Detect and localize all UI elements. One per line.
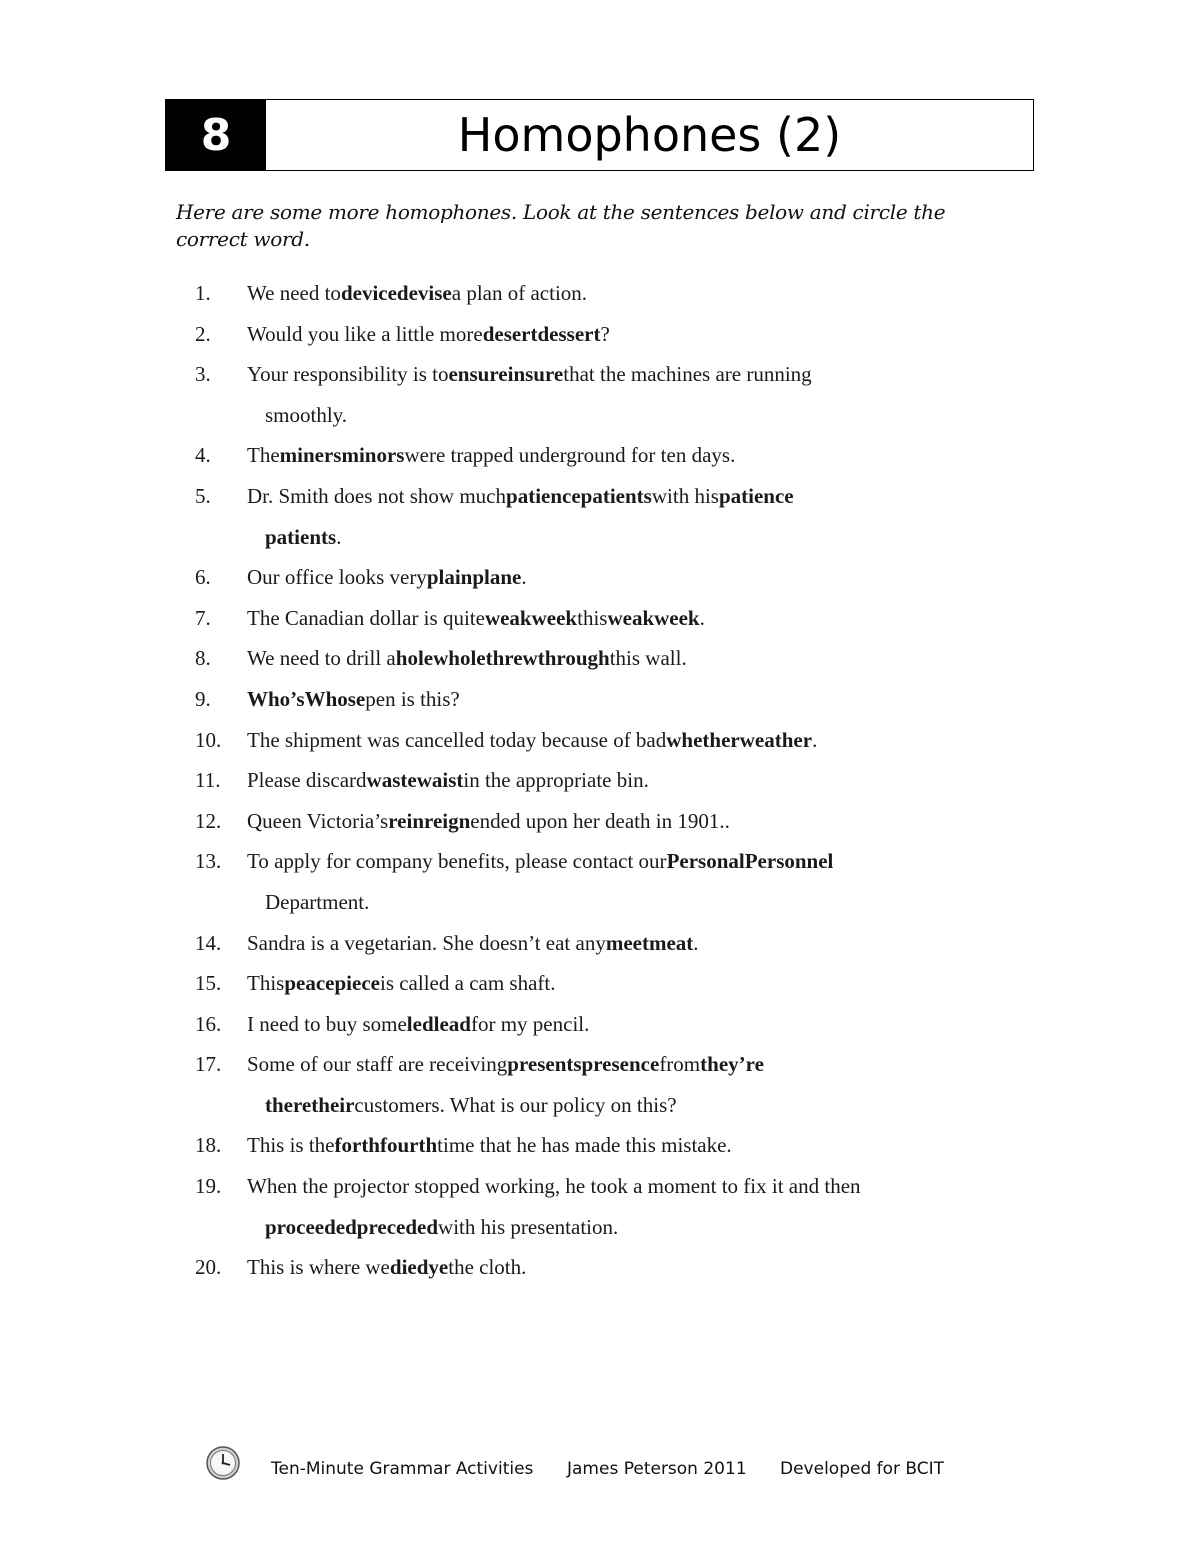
word-choice[interactable]: patience <box>506 483 581 508</box>
question-text <box>247 563 527 591</box>
instructions: Here are some more homophones. Look at the sentences below and circle the correct word. <box>176 200 946 251</box>
question-item <box>195 1010 995 1051</box>
footer-series: Ten-Minute Grammar Activities <box>271 1459 534 1479</box>
word-choice[interactable]: whether <box>666 727 740 752</box>
question-text <box>247 320 610 348</box>
question-continuation <box>195 523 995 564</box>
question-number: 14. <box>195 930 222 955</box>
word-choice[interactable]: patients <box>265 524 337 549</box>
question-number: 10. <box>195 727 222 752</box>
question-continuation <box>195 888 995 929</box>
sentence-text: ended upon her death in 1901.. <box>470 808 730 833</box>
word-choice[interactable]: led <box>406 1011 434 1036</box>
question-text <box>247 360 812 388</box>
question-text <box>247 1253 526 1281</box>
question-continuation <box>195 1091 995 1132</box>
clock-icon <box>205 1445 241 1481</box>
word-choice[interactable]: meet <box>605 930 649 955</box>
word-choice[interactable]: waste <box>366 768 417 793</box>
question-number: 17. <box>195 1052 222 1077</box>
sentence-text: . <box>699 605 705 630</box>
question-text <box>247 969 556 997</box>
question-number: 1. <box>195 281 211 305</box>
question-item <box>195 563 995 604</box>
question-text <box>247 644 687 672</box>
sentence-text: To apply for company benefits, please contact our <box>247 849 667 874</box>
sentence-text: . <box>521 565 527 590</box>
question-text <box>265 1091 677 1119</box>
sentence-text: a plan of action. <box>451 281 588 305</box>
sentence-text: pen is this? <box>365 686 460 711</box>
question-number: 4. <box>195 443 211 468</box>
word-choice[interactable]: week <box>654 605 700 630</box>
question-item <box>195 279 995 320</box>
sentence-text: this wall. <box>609 646 687 671</box>
question-item <box>195 726 995 767</box>
word-choice[interactable]: rein <box>388 808 425 833</box>
word-choice[interactable]: Personnel <box>744 849 834 874</box>
question-item <box>195 360 995 401</box>
question-text <box>247 604 705 632</box>
word-choice[interactable]: meat <box>648 930 694 955</box>
word-choice[interactable]: presence <box>581 1052 660 1077</box>
question-number: 9. <box>195 686 211 711</box>
word-choice[interactable]: whole <box>433 646 486 671</box>
word-choice[interactable]: weather <box>739 727 813 752</box>
question-text <box>247 766 649 794</box>
word-choice[interactable]: patients <box>580 483 652 508</box>
question-number: 12. <box>195 808 222 833</box>
question-item <box>195 320 995 361</box>
question-number: 16. <box>195 1011 222 1036</box>
question-list <box>195 279 995 1294</box>
word-choice[interactable]: proceeded <box>265 1214 357 1239</box>
sentence-text: Your responsibility is to <box>247 362 449 387</box>
footer-author: James Peterson 2011 <box>567 1459 747 1479</box>
question-item <box>195 685 995 726</box>
question-text <box>247 482 794 510</box>
exercise-number: 8 <box>166 100 266 170</box>
sentence-text: When the projector stopped working, he took a moment to fix it and then <box>247 1174 861 1199</box>
question-text <box>247 1172 861 1200</box>
word-choice[interactable]: weak <box>607 605 655 630</box>
sentence-text: The Canadian dollar is quite <box>247 605 485 630</box>
sentence-text: I need to buy some <box>247 1011 407 1036</box>
question-number: 11. <box>195 768 221 793</box>
sentence-text: This is the <box>247 1133 335 1158</box>
sentence-text: Our office looks very <box>247 565 427 590</box>
sentence-text: Dr. Smith does not show much <box>247 483 507 508</box>
word-choice[interactable]: ensure <box>448 362 508 387</box>
word-choice[interactable]: peace <box>284 971 335 996</box>
question-item <box>195 1172 995 1213</box>
question-item <box>195 1050 995 1091</box>
word-choice[interactable]: threw <box>485 646 538 671</box>
word-choice[interactable]: Who’s <box>247 686 305 711</box>
sentence-text: . <box>812 727 818 752</box>
question-number: 3. <box>195 362 211 387</box>
word-choice[interactable]: they’re <box>700 1052 764 1077</box>
word-choice[interactable]: plain <box>426 565 473 590</box>
sentence-text: We need to drill a <box>247 646 396 671</box>
question-item <box>195 807 995 848</box>
question-number: 6. <box>195 565 211 590</box>
word-choice[interactable]: hole <box>395 646 434 671</box>
word-choice[interactable]: device <box>340 281 397 305</box>
footer-credit: Developed for BCIT <box>780 1459 945 1479</box>
question-text <box>247 1131 732 1159</box>
word-choice[interactable]: presents <box>507 1052 582 1077</box>
word-choice[interactable]: week <box>531 605 578 630</box>
question-text <box>265 401 347 429</box>
sentence-text: with his presentation. <box>438 1214 619 1239</box>
sentence-text: smoothly. <box>265 402 348 427</box>
footer <box>205 1445 965 1485</box>
word-choice[interactable]: desert <box>482 321 538 346</box>
question-item <box>195 644 995 685</box>
sentence-text: . <box>693 930 699 955</box>
question-item <box>195 766 995 807</box>
word-choice[interactable]: Personal <box>666 849 745 874</box>
sentence-text: ? <box>600 321 610 346</box>
word-choice[interactable]: insure <box>507 362 564 387</box>
question-text <box>265 888 369 916</box>
word-choice[interactable]: there <box>265 1092 312 1117</box>
question-number: 5. <box>195 483 211 508</box>
question-item <box>195 441 995 482</box>
sentence-text: . <box>336 524 342 549</box>
question-item <box>195 1131 995 1172</box>
question-text <box>265 523 341 551</box>
sentence-text: The <box>247 443 280 468</box>
word-choice[interactable]: fourth <box>380 1133 438 1158</box>
word-choice[interactable]: waist <box>416 768 464 793</box>
sentence-text: We need to <box>247 281 341 305</box>
question-number: 13. <box>195 849 222 874</box>
question-item <box>195 1253 995 1294</box>
sentence-text: this <box>577 605 608 630</box>
sentence-text: This is where we <box>247 1255 390 1280</box>
sentence-text: time that he has made this mistake. <box>437 1133 732 1158</box>
question-text <box>247 847 833 875</box>
question-number: 19. <box>195 1174 222 1199</box>
question-text <box>247 441 735 469</box>
question-text <box>265 1213 618 1241</box>
question-item <box>195 482 995 523</box>
word-choice[interactable]: preceded <box>356 1214 439 1239</box>
word-choice[interactable]: die <box>389 1255 417 1280</box>
sentence-text: The shipment was cancelled today because of bad <box>247 727 667 752</box>
sentence-text: with his <box>651 483 719 508</box>
word-choice[interactable]: patience <box>718 483 794 508</box>
word-choice[interactable]: dessert <box>537 321 601 346</box>
word-choice[interactable]: devise <box>396 281 452 305</box>
question-item <box>195 929 995 970</box>
question-number: 2. <box>195 321 211 346</box>
sentence-text: Some of our staff are receiving <box>247 1052 508 1077</box>
question-number: 20. <box>195 1255 222 1280</box>
sentence-text: in the appropriate bin. <box>463 768 649 793</box>
sentence-text: that the machines are running <box>563 362 812 387</box>
word-choice[interactable]: piece <box>334 971 380 996</box>
question-number: 7. <box>195 605 211 630</box>
question-text <box>247 685 460 713</box>
sentence-text: This <box>247 971 285 996</box>
sentence-text: for my pencil. <box>470 1011 590 1036</box>
word-choice[interactable]: dye <box>416 1255 449 1280</box>
question-text <box>247 279 587 307</box>
word-choice[interactable]: miners <box>279 443 342 468</box>
sentence-text: the cloth. <box>448 1255 527 1280</box>
question-item <box>195 847 995 888</box>
title-bar <box>165 99 1034 171</box>
word-choice[interactable]: minors <box>341 443 405 468</box>
sentence-text: Sandra is a vegetarian. She doesn’t eat any <box>247 930 606 955</box>
word-choice[interactable]: Whose <box>304 686 366 711</box>
sentence-text: from <box>659 1052 701 1077</box>
word-choice[interactable]: reign <box>424 808 471 833</box>
word-choice[interactable]: lead <box>433 1011 471 1036</box>
question-text <box>247 929 699 957</box>
question-text <box>247 1010 589 1038</box>
question-item <box>195 604 995 645</box>
word-choice[interactable]: their <box>311 1092 355 1117</box>
sentence-text: Would you like a little more <box>247 321 483 346</box>
sentence-text: is called a cam shaft. <box>379 971 556 996</box>
sentence-text: customers. What is our policy on this? <box>354 1092 677 1117</box>
question-number: 18. <box>195 1133 222 1158</box>
sentence-text: were trapped underground for ten days. <box>404 443 736 468</box>
question-continuation <box>195 1213 995 1254</box>
question-text <box>247 1050 764 1078</box>
question-continuation <box>195 401 995 442</box>
page-title: Homophones (2) <box>457 108 842 162</box>
question-number: 8. <box>195 646 211 671</box>
question-text <box>247 807 730 835</box>
sentence-text: Please discard <box>247 768 367 793</box>
word-choice[interactable]: forth <box>334 1133 380 1158</box>
sentence-text: Department. <box>265 889 370 914</box>
word-choice[interactable]: through <box>537 646 610 671</box>
sentence-text: Queen Victoria’s <box>247 808 389 833</box>
question-number: 15. <box>195 971 222 996</box>
word-choice[interactable]: weak <box>484 605 532 630</box>
question-item <box>195 969 995 1010</box>
word-choice[interactable]: plane <box>472 565 522 590</box>
question-text <box>247 726 817 754</box>
